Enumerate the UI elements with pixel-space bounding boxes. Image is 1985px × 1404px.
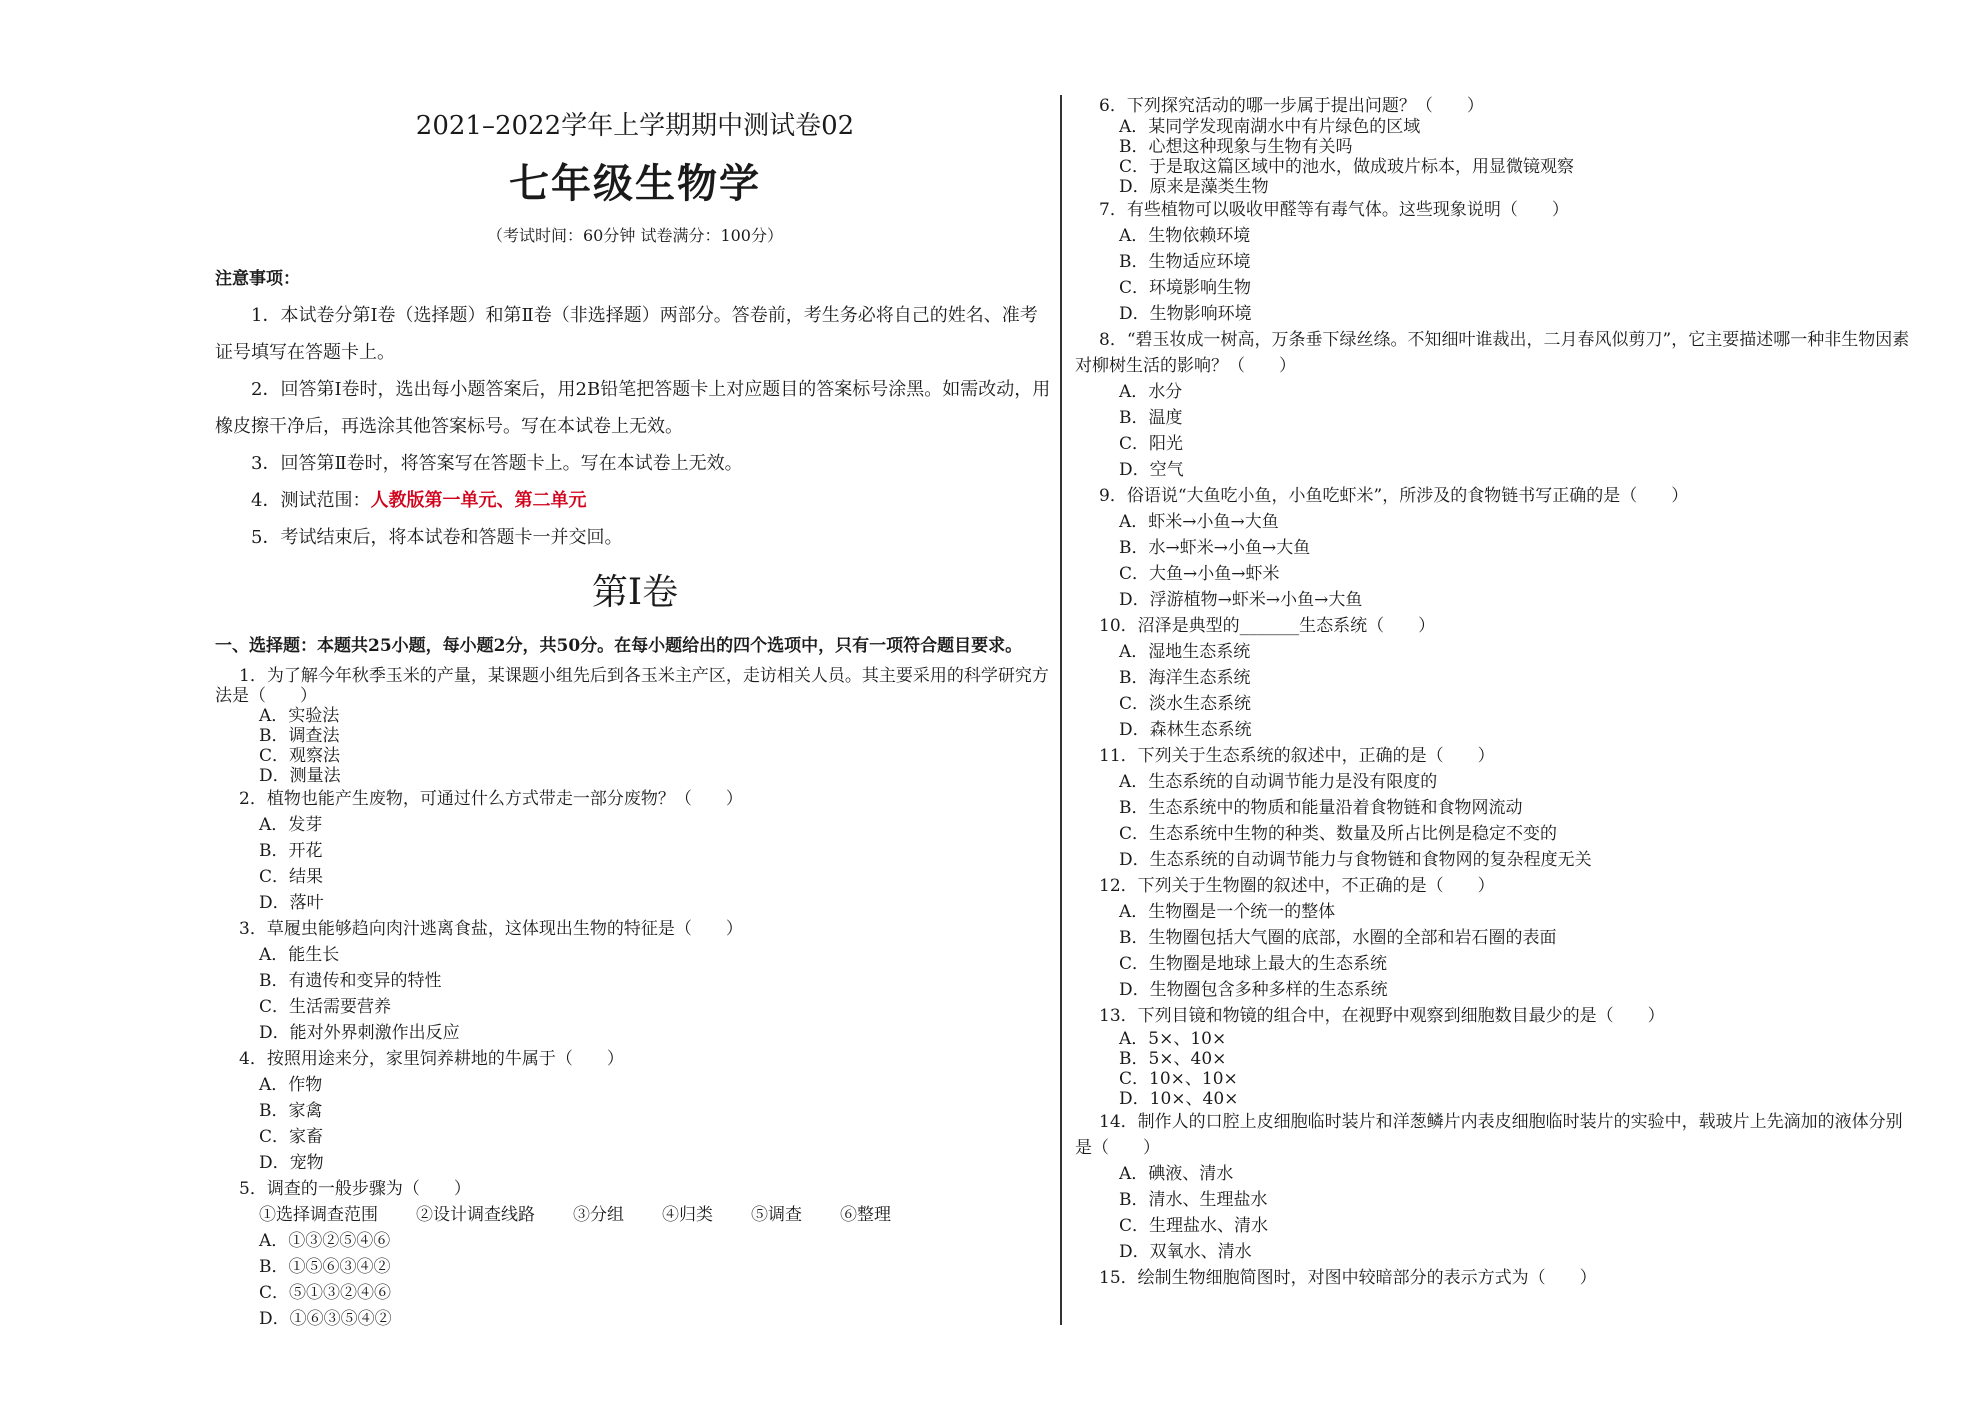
- question-stem: 11．下列关于生态系统的叙述中，正确的是（ ）: [1099, 746, 1495, 766]
- step-item: ①选择调查范围: [259, 1205, 378, 1225]
- question: [1075, 95, 1915, 197]
- question-stem: 6．下列探究活动的哪一步属于提出问题？（ ）: [1099, 96, 1484, 116]
- notice-item-5: 5．考试结束后，将本试卷和答题卡一并交回。: [251, 527, 623, 548]
- subject-title: 七年级生物学: [509, 160, 761, 207]
- notice-item-3: 3．回答第Ⅱ卷时，将答案写在答题卡上。写在本试卷上无效。: [251, 453, 743, 474]
- option: B．①⑤⑥③④②: [259, 1257, 391, 1277]
- option: B．水→虾米→小鱼→大鱼: [1119, 538, 1311, 558]
- step-item: ⑥整理: [840, 1205, 891, 1225]
- option: B．温度: [1119, 408, 1183, 428]
- option: A．5×、10×: [1119, 1029, 1227, 1049]
- question: [215, 1176, 1055, 1332]
- option: A．碘液、清水: [1119, 1164, 1234, 1184]
- question-stem: 1．为了解今年秋季玉米的产量，某课题小组先后到各玉米主产区，走访相关人员。其主要采用的科学研究方法是（ ）: [215, 666, 1049, 706]
- option: C．结果: [259, 867, 324, 887]
- option: A．生物依赖环境: [1119, 226, 1251, 246]
- option: B．心想这种现象与生物有关吗: [1119, 137, 1353, 157]
- option: B．生物适应环境: [1119, 252, 1251, 272]
- notice-item-4-prefix: 4．测试范围：: [251, 490, 371, 511]
- option: D．10×、40×: [1119, 1089, 1239, 1109]
- option: D．浮游植物→虾米→小鱼→大鱼: [1119, 590, 1363, 610]
- question: [215, 916, 1055, 1046]
- option: B．开花: [259, 841, 323, 861]
- left-column: [215, 105, 1055, 1332]
- option: C．阳光: [1119, 434, 1184, 454]
- option: A．实验法: [259, 706, 340, 726]
- question-stem: 5．调查的一般步骤为（ ）: [239, 1179, 471, 1199]
- question: [1075, 483, 1915, 613]
- option: A．生物圈是一个统一的整体: [1119, 902, 1336, 922]
- option: B．生态系统中的物质和能量沿着食物链和食物网流动: [1119, 798, 1523, 818]
- option: D．宠物: [259, 1153, 324, 1173]
- option: A．生态系统的自动调节能力是没有限度的: [1119, 772, 1438, 792]
- option: A．水分: [1119, 382, 1183, 402]
- option: D．生物影响环境: [1119, 304, 1252, 324]
- option: C．⑤①③②④⑥: [259, 1283, 392, 1303]
- option: D．生物圈包含多种多样的生态系统: [1119, 980, 1388, 1000]
- question-stem: 9．俗语说“大鱼吃小鱼，小鱼吃虾米”，所涉及的食物链书写正确的是（ ）: [1099, 486, 1689, 506]
- volume-title: 第Ⅰ卷: [591, 572, 679, 613]
- column-divider: [1060, 95, 1062, 1325]
- question-stem: 2．植物也能产生废物，可通过什么方式带走一部分废物？（ ）: [239, 789, 743, 809]
- option: C．家畜: [259, 1127, 324, 1147]
- option: D．落叶: [259, 893, 324, 913]
- right-column: [1075, 95, 1915, 1291]
- option: B．调查法: [259, 726, 340, 746]
- option: D．①⑥③⑤④②: [259, 1309, 392, 1329]
- question-stem: 12．下列关于生物圈的叙述中，不正确的是（ ）: [1099, 876, 1495, 896]
- test-scope-highlight: 人教版第一单元、第二单元: [370, 490, 587, 511]
- question-stem: 4．按照用途来分，家里饲养耕地的牛属于（ ）: [239, 1049, 624, 1069]
- question: [1075, 1109, 1915, 1265]
- question: [215, 666, 1055, 786]
- option: B．海洋生态系统: [1119, 668, 1251, 688]
- option: A．湿地生态系统: [1119, 642, 1251, 662]
- option: C．生物圈是地球上最大的生态系统: [1119, 954, 1388, 974]
- option: B．生物圈包括大气圈的底部，水圈的全部和岩石圈的表面: [1119, 928, 1557, 948]
- option: C．生态系统中生物的种类、数量及所占比例是稳定不变的: [1119, 824, 1558, 844]
- section-heading: 一、选择题：本题共25小题，每小题2分，共50分。在每小题给出的四个选项中，只有一项符合题目要求。: [215, 636, 1023, 656]
- option: A．虾米→小鱼→大鱼: [1119, 512, 1279, 532]
- question-stem: 10．沼泽是典型的_______生态系统（ ）: [1099, 616, 1436, 636]
- question: [1075, 743, 1915, 873]
- option: C．环境影响生物: [1119, 278, 1252, 298]
- step-list: [215, 1202, 1055, 1228]
- question-stem: 14．制作人的口腔上皮细胞临时装片和洋葱鳞片内表皮细胞临时装片的实验中，载玻片上先滴加的液体分别是（ ）: [1075, 1112, 1903, 1158]
- exam-time-info: （考试时间：60分钟 试卷满分：100分）: [487, 226, 783, 245]
- option: C．生活需要营养: [259, 997, 392, 1017]
- exam-title: 2021–2022学年上学期期中测试卷02: [415, 111, 855, 141]
- notice-title: 注意事项：: [215, 269, 300, 289]
- option: C．淡水生态系统: [1119, 694, 1252, 714]
- question: [1075, 327, 1915, 483]
- step-item: ②设计调查线路: [416, 1205, 535, 1225]
- notice-item-4: [215, 482, 1055, 519]
- question-stem: 15．绘制生物细胞简图时，对图中较暗部分的表示方式为（ ）: [1099, 1268, 1597, 1288]
- option: D．空气: [1119, 460, 1184, 480]
- option: D．生态系统的自动调节能力与食物链和食物网的复杂程度无关: [1119, 850, 1592, 870]
- question: [1075, 1265, 1915, 1291]
- question-stem: 8．“碧玉妆成一树高，万条垂下绿丝绦。不知细叶谁裁出，二月春风似剪刀”，它主要描述哪一种非生物因素对柳树生活的影响？（ ）: [1075, 330, 1910, 376]
- option: B．家禽: [259, 1101, 323, 1121]
- option: C．大鱼→小鱼→虾米: [1119, 564, 1280, 584]
- question-stem: 7．有些植物可以吸收甲醛等有毒气体。这些现象说明（ ）: [1099, 200, 1569, 220]
- option: A．能生长: [259, 945, 340, 965]
- question: [1075, 197, 1915, 327]
- option: D．能对外界刺激作出反应: [259, 1023, 460, 1043]
- question: [215, 1046, 1055, 1176]
- notice-item-1: 1．本试卷分第Ⅰ卷（选择题）和第Ⅱ卷（非选择题）两部分。答卷前，考生务必将自己的姓名、准考证号填写在答题卡上。: [215, 305, 1038, 363]
- option: D．双氧水、清水: [1119, 1242, 1252, 1262]
- question: [1075, 873, 1915, 1003]
- question-stem: 13．下列目镜和物镜的组合中，在视野中观察到细胞数目最少的是（ ）: [1099, 1006, 1665, 1026]
- option: C．观察法: [259, 746, 341, 766]
- option: B．清水、生理盐水: [1119, 1190, 1268, 1210]
- option: D．原来是藻类生物: [1119, 177, 1269, 197]
- option: A．发芽: [259, 815, 323, 835]
- option: D．测量法: [259, 766, 341, 786]
- option: D．森林生态系统: [1119, 720, 1252, 740]
- step-item: ③分组: [573, 1205, 624, 1225]
- option: B．5×、40×: [1119, 1049, 1227, 1069]
- step-item: ④归类: [662, 1205, 713, 1225]
- option: C．生理盐水、清水: [1119, 1216, 1269, 1236]
- option: A．某同学发现南湖水中有片绿色的区域: [1119, 117, 1421, 137]
- question: [215, 786, 1055, 916]
- option: C．10×、10×: [1119, 1069, 1238, 1089]
- option: A．①③②⑤④⑥: [259, 1231, 391, 1251]
- question-stem: 3．草履虫能够趋向肉汁逃离食盐，这体现出生物的特征是（ ）: [239, 919, 743, 939]
- question: [1075, 1003, 1915, 1109]
- question: [1075, 613, 1915, 743]
- step-item: ⑤调查: [751, 1205, 802, 1225]
- option: A．作物: [259, 1075, 323, 1095]
- option: C．于是取这篇区域中的池水，做成玻片标本，用显微镜观察: [1119, 157, 1575, 177]
- notice-item-2: 2．回答第Ⅰ卷时，选出每小题答案后，用2B铅笔把答题卡上对应题目的答案标号涂黑。如需改动，用橡皮擦干净后，再选涂其他答案标号。写在本试卷上无效。: [215, 379, 1051, 437]
- option: B．有遗传和变异的特性: [259, 971, 442, 991]
